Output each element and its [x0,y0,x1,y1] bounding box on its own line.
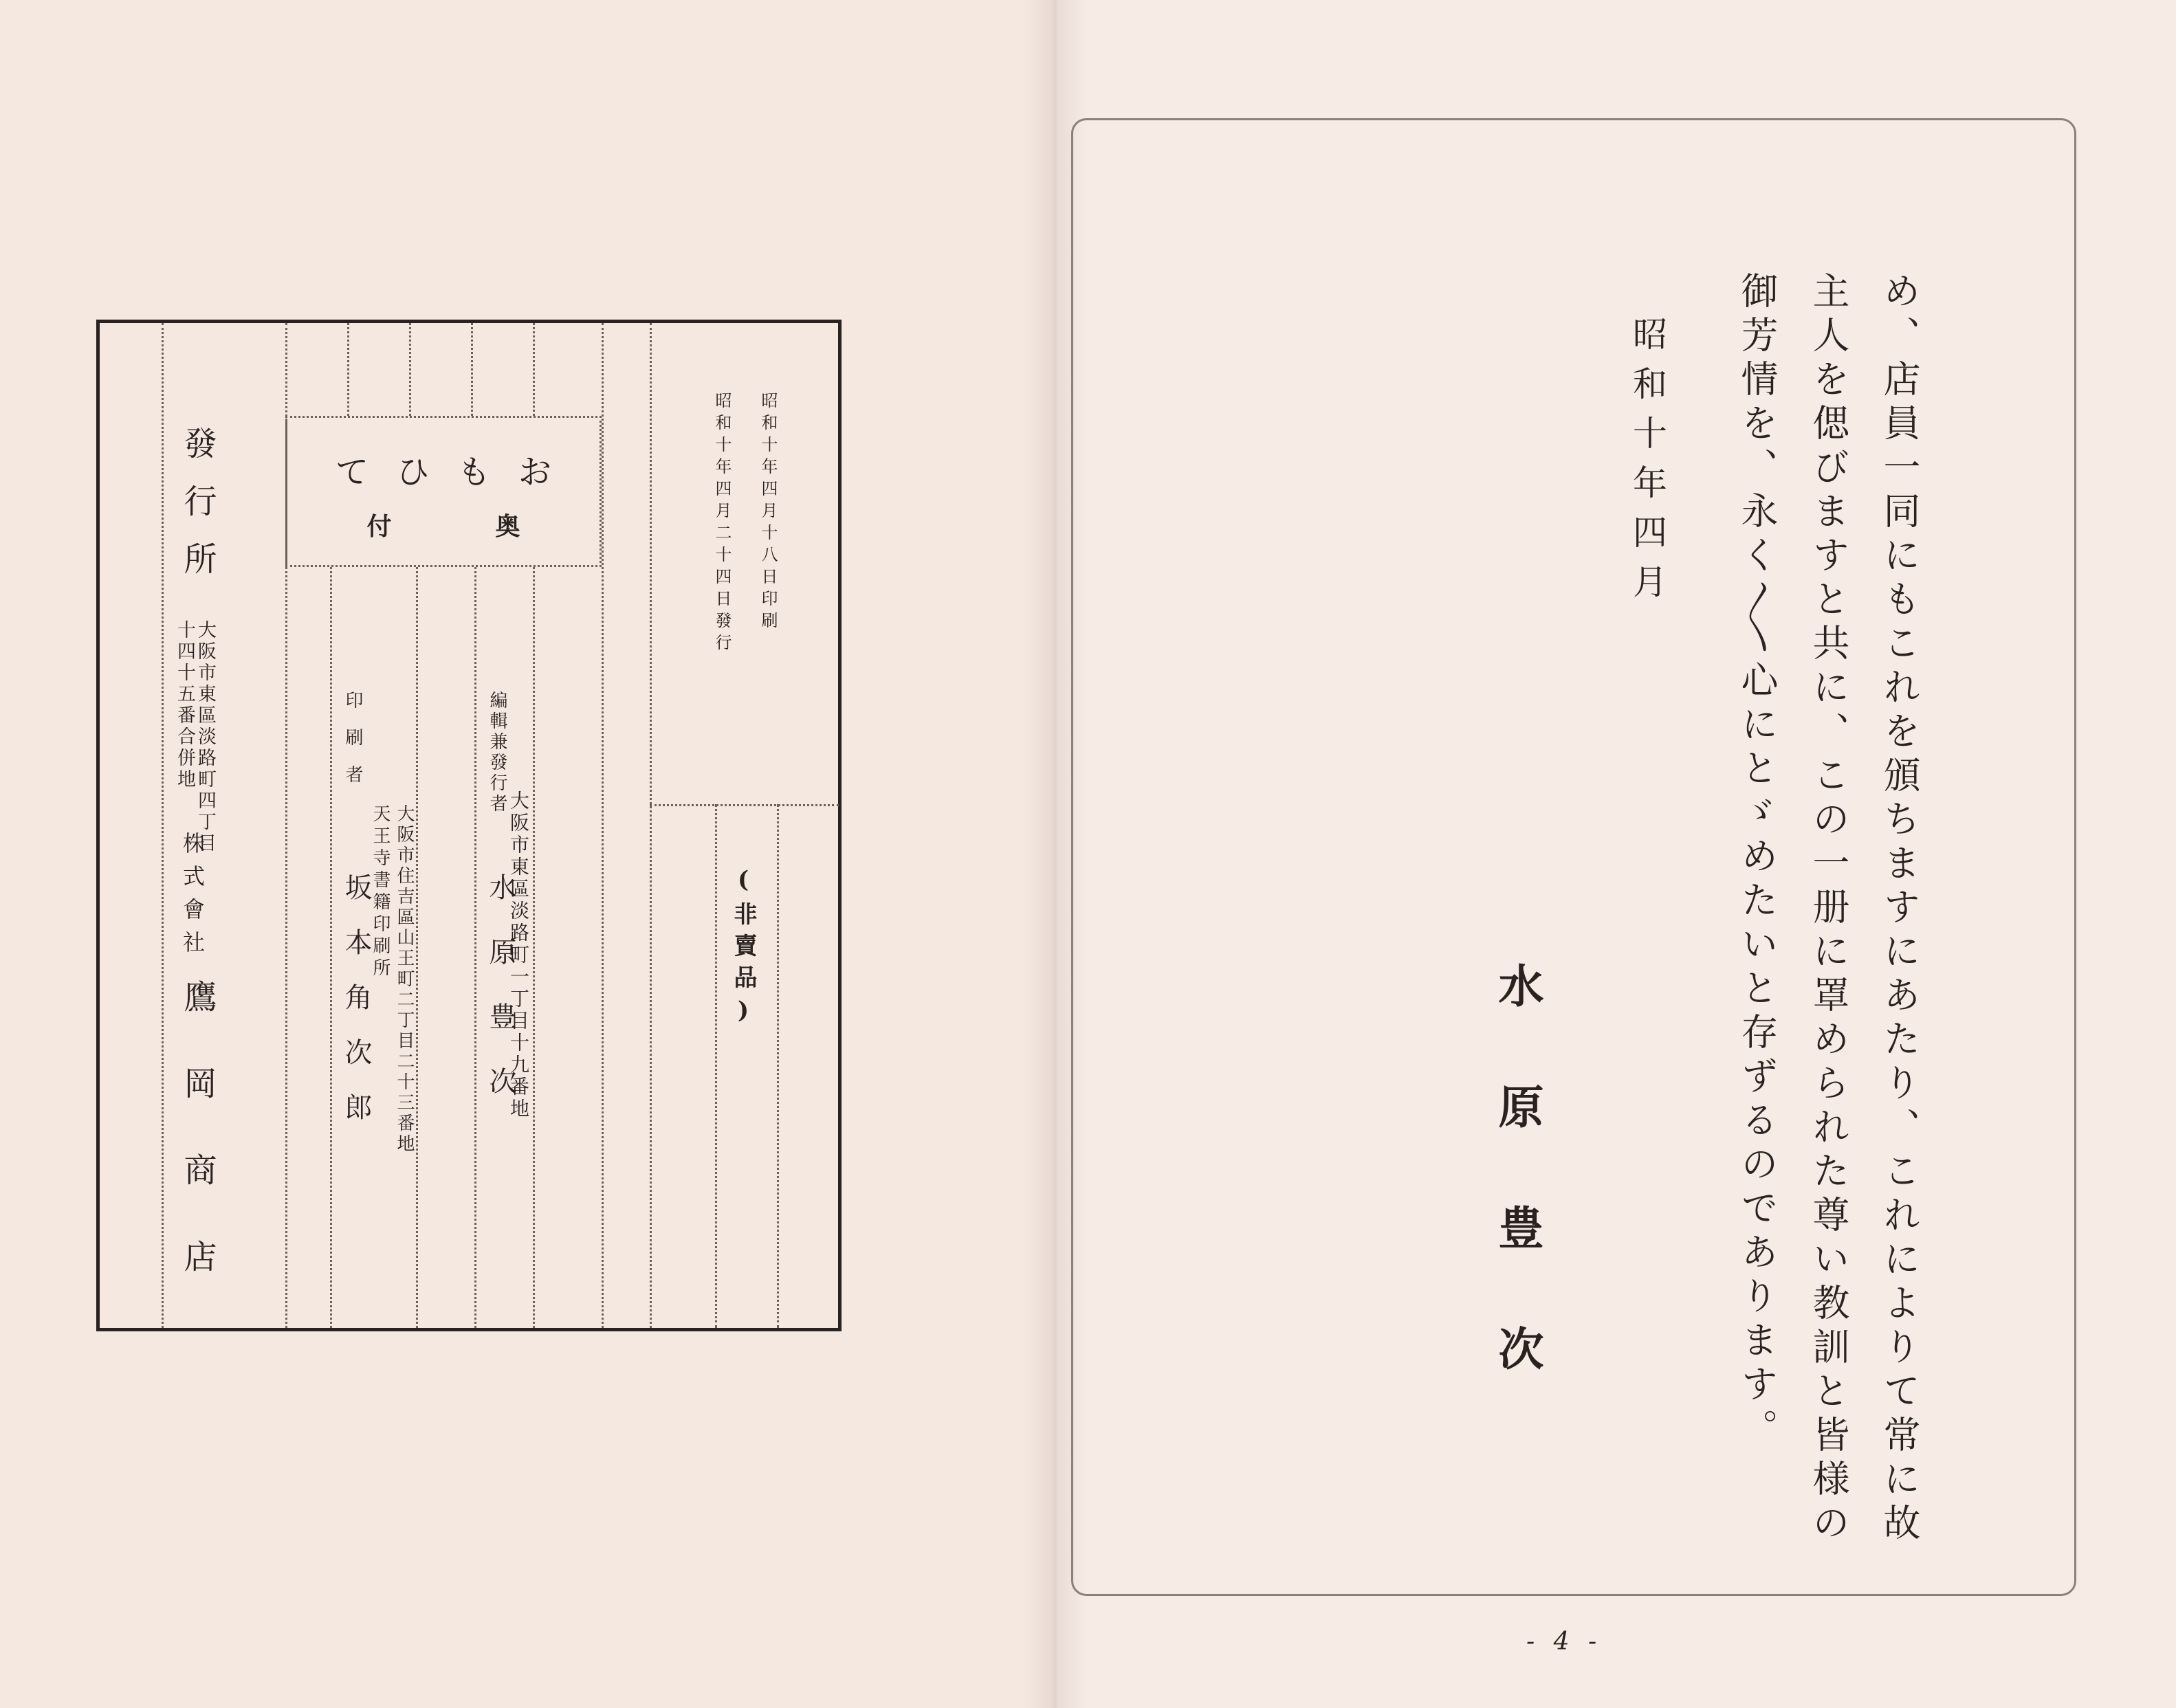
publisher-address-line2: 十四十五番合併地 [174,620,195,790]
page-frame [1071,118,2076,1596]
colophon-subtitle [315,507,572,542]
company-prefix: 株式會社 [179,832,206,964]
rule [409,323,411,416]
title-char: も [457,453,491,491]
editor-address: 大阪市東區淡路町一丁目十九番地 [507,790,530,1120]
rule [471,323,473,416]
letter-date: 昭和十年四月 [1627,316,1667,613]
subtitle-char: 奥 [495,512,520,541]
rule [533,567,535,1328]
rule [715,804,717,1328]
rule [416,567,418,1328]
letter-line-2: 主人を偲びますと共に、この一册に罩められた尊い教訓と皆様の [1807,271,1850,1547]
rule [602,323,604,1328]
subtitle-char: 付 [366,512,392,541]
rule [162,323,164,1328]
editor-name: 水原豊次 [485,873,516,1131]
rule [650,323,652,1328]
publisher-role: 發行所 [178,426,217,599]
printer-role: 印刷者 [342,691,363,802]
letter-line-3: 御芳情を、永く〱心にとゞめたいと存ずるのであります。 [1735,271,1779,1452]
rule [650,804,839,806]
colophon-box [96,320,842,1331]
company-name: 鷹岡商店 [178,979,217,1326]
letter-line-1: め、店員一同にもこれを頒ちますにあたり、これによりて常に故 [1878,271,1921,1547]
printed-date: 昭和十年四月十八日印刷 [758,392,778,634]
printer-address: 大阪市住吉區山王町二丁目二十三番地 [394,804,415,1155]
title-char: て [336,453,369,491]
printer-name: 坂本角次郎 [340,873,372,1148]
colophon-title-box [285,416,602,567]
printer-company: 天王寺書籍印刷所 [370,804,391,980]
issued-date: 昭和十年四月二十四日發行 [712,392,732,656]
rule [533,323,535,416]
rule [347,323,349,416]
publisher-address-line1: 大阪市東區淡路町四丁目 [195,620,216,854]
rule [330,567,332,1328]
signature: 水原豊次 [1491,962,1544,1446]
title-char: お [518,453,551,491]
rule [777,804,779,1328]
page-number: - 4 - [1526,1628,1603,1656]
not-for-sale-note: (非賣品) [729,866,757,1032]
title-char: ひ [396,453,430,491]
colophon-title [315,445,572,491]
rule [474,567,476,1328]
editor-role: 編輯兼發行者 [487,691,507,814]
